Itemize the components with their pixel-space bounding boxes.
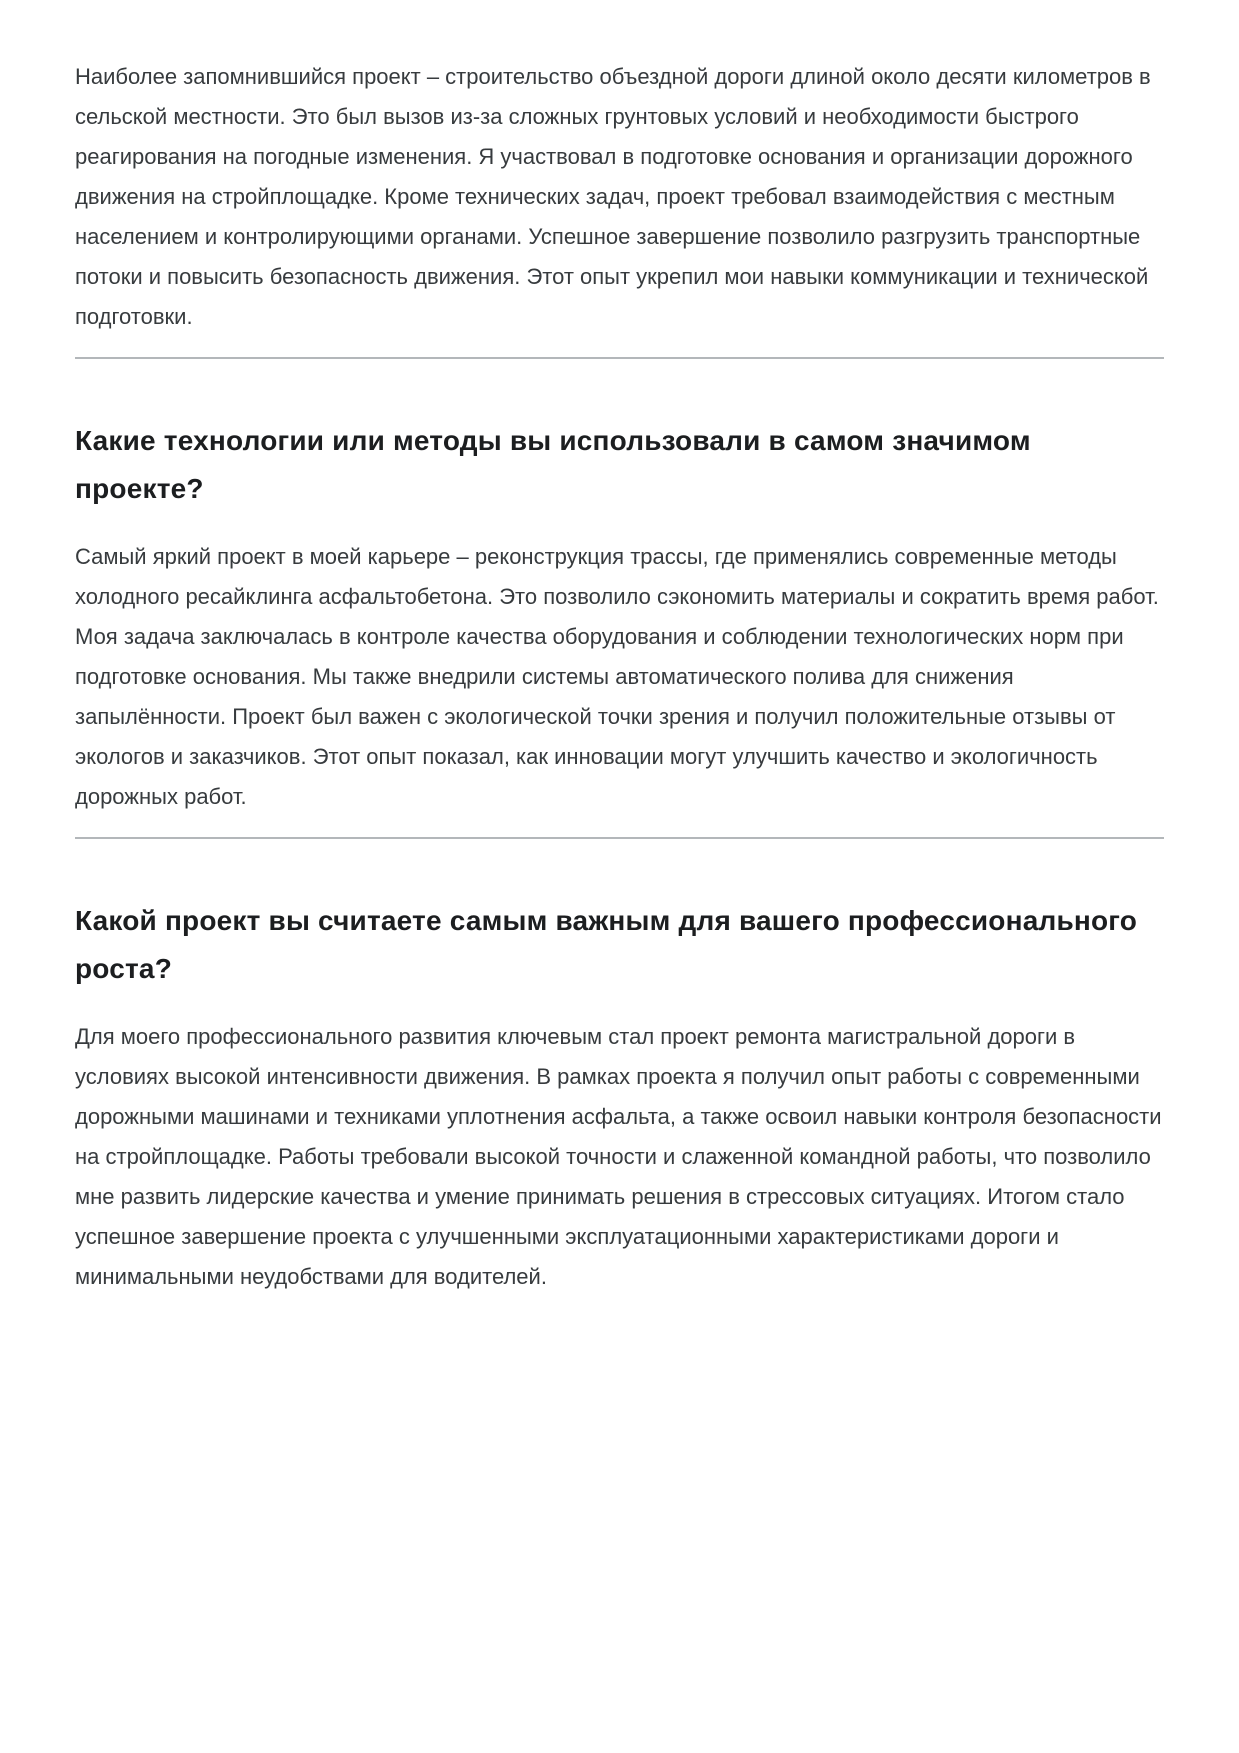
section-divider [75, 837, 1164, 839]
intro-answer-paragraph: Наиболее запомнившийся проект – строительство объездной дороги длиной около десяти километров в сельской местности. Это был вызов из-за сложных грунтовых условий и необходимости быстрого реагирования на погодные изменения. Я участвовал в подготовке основания и организации дорожного движения на стройплощадке. Кроме технических задач, проект требовал взаимодействия с местным населением и контролирующими органами. Успешное завершение позволило разгрузить транспортные потоки и повысить безопасность движения. Этот опыт укрепил мои навыки коммуникации и технической подготовки. [75, 64, 1151, 329]
question-heading-technologies: Какие технологии или методы вы использовали в самом значимом проекте? [75, 425, 1031, 504]
answer-paragraph-important-project: Для моего профессионального развития ключевым стал проект ремонта магистральной дороги в условиях высокой интенсивности движения. В рамках проекта я получил опыт работы с современными дорожными машинами и техниками уплотнения асфальта, а также освоил навыки контроля безопасности на стройплощадке. Работы требовали высокой точности и слаженной командной работы, что позволило мне развить лидерские качества и умение принимать решения в стрессовых ситуациях. Итогом стало успешное завершение проекта с улучшенными эксплуатационными характеристиками дороги и минимальными неудобствами для водителей. [75, 1024, 1162, 1289]
question-heading-important-project: Какой проект вы считаете самым важным для вашего профессионального роста? [75, 905, 1138, 984]
section-divider [75, 357, 1164, 359]
answer-paragraph-technologies: Самый яркий проект в моей карьере – реконструкция трассы, где применялись современные методы холодного ресайклинга асфальтобетона. Это позволило сэкономить материалы и сократить время работ. Моя задача заключалась в контроле качества оборудования и соблюдении технологических норм при подготовке основания. Мы также внедрили системы автоматического полива для снижения запылённости. Проект был важен с экологической точки зрения и получил положительные отзывы от экологов и заказчиков. Этот опыт показал, как инновации могут улучшить качество и экологичность дорожных работ. [75, 544, 1159, 809]
